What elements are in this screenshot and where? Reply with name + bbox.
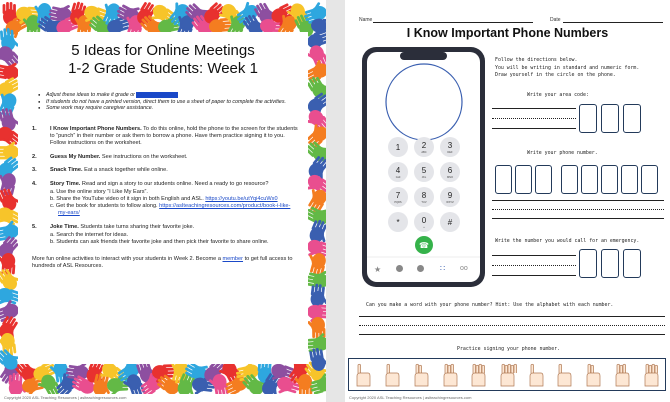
notes-list xyxy=(38,92,308,112)
idea-item: 5. Joke Time. Students take turns sharing their favorite joke. a. Search the internet for ideas. b. Students can ask friends their favorite joke and then pick their favorite to share online. xyxy=(32,223,269,245)
hand-print-icon xyxy=(309,283,326,308)
phone-graphic xyxy=(360,47,487,287)
hand-print-icon xyxy=(307,317,326,340)
ideas-list xyxy=(32,126,298,246)
keypad-digit: 0 xyxy=(421,216,427,225)
book-link[interactable]: https://asIteachingresources.com/product/book-i-like-my-ears/ xyxy=(58,203,291,216)
keypad-digit: # xyxy=(447,218,453,227)
writing-line xyxy=(492,108,576,109)
date-field: Date xyxy=(550,17,561,23)
note-item: ● Some work may require caregiver assistance. xyxy=(38,105,308,112)
lesson-plan-page xyxy=(0,0,326,402)
clock-icon xyxy=(396,265,403,272)
phone-illustration xyxy=(360,47,487,287)
writing-line xyxy=(492,255,576,256)
keypad-digit: 8 xyxy=(421,191,427,200)
worksheet-page xyxy=(345,0,670,402)
directions: Follow the directions below. You will be writing in standard and numeric form. Draw yourself in the circle on the phone. xyxy=(495,57,640,79)
writing-line xyxy=(359,316,665,317)
signing-prompt: Practice signing your phone number. xyxy=(457,346,561,352)
phone-number-box[interactable] xyxy=(561,165,578,194)
idea-item: 1. I Know Important Phone Numbers. To do this online, hold the phone to the screen for the students to “punch” in their number or ask them to borrow a phone. Have them practice signing it to you. Follow instructions on the worksheet. xyxy=(32,125,298,146)
writing-line xyxy=(492,128,576,129)
keypad-digit: 5 xyxy=(421,166,427,175)
date-line xyxy=(563,22,663,23)
writing-line xyxy=(492,118,576,119)
name-field: Name xyxy=(359,17,373,23)
keypad-letters: TUV xyxy=(421,201,427,204)
emergency-box[interactable] xyxy=(623,249,641,278)
area-code-box[interactable] xyxy=(601,104,619,133)
keypad-letters: MNO xyxy=(446,176,454,179)
asl-hand-sign-icon xyxy=(525,362,547,388)
phone-number-box[interactable] xyxy=(495,165,512,194)
writing-line xyxy=(492,265,576,266)
keypad-letters: ABC xyxy=(421,151,427,154)
asl-hand-sign-icon xyxy=(410,362,432,388)
writing-line xyxy=(359,334,665,335)
joke-sublist: a. Search the internet for ideas. b. Students can ask friends their favorite joke and then pick their favorite to share online. xyxy=(50,231,269,245)
keypad-letters: PQRS xyxy=(394,201,402,204)
more-activities-text: More fun online activities to interact with your students in Week 2. Become a member to get full access to hundreds of ASL Resources. xyxy=(32,255,293,269)
asl-hand-sign-icon xyxy=(640,362,662,388)
hand-print-icon xyxy=(305,332,326,352)
asl-hand-sign-icon xyxy=(611,362,633,388)
note-item: ● Adjust these ideas to make it grade or xxxxxxxxxxxxxxx xyxy=(38,92,308,99)
keypad-digit: 3 xyxy=(447,141,453,150)
keypad-digit: 4 xyxy=(395,166,401,175)
member-link[interactable]: member xyxy=(222,255,244,262)
phone-number-box[interactable] xyxy=(535,165,552,194)
keypad-letters: + xyxy=(423,226,425,229)
title-line-1: 5 Ideas for Online Meetings xyxy=(71,42,255,59)
phone-number-prompt: Write your phone number. xyxy=(527,150,598,156)
area-code-prompt: Write your area code: xyxy=(527,92,589,98)
keypad-digit: 9 xyxy=(447,191,453,200)
keypad-icon: ∷ xyxy=(440,264,446,273)
phone-number-box[interactable] xyxy=(515,165,532,194)
voicemail-icon: oo xyxy=(460,265,468,272)
asl-hand-sign-icon xyxy=(496,362,518,388)
word-prompt: Can you make a word with your phone number? Hint: Use the alphabet with each number. xyxy=(366,302,614,308)
phone-number-box[interactable] xyxy=(621,165,638,194)
asl-hand-sign-icon xyxy=(352,362,374,388)
emergency-prompt: Write the number you would call for an emergency. xyxy=(495,238,640,244)
writing-line xyxy=(359,325,665,326)
phone-icon: ☎ xyxy=(419,241,429,250)
story-sublist: a. Use the online story “I Like My Ears”. b. Share the YouTube video of it sign in both English and ASL. https://youtu.be/utYqi4cuWx0 c. Get the book for students to follow along. https://asIteachingresources.com/product/book-i-like-my-ears/ xyxy=(50,189,291,216)
writing-line xyxy=(492,218,664,219)
asl-hand-sign-icon xyxy=(467,362,489,388)
keypad-digit: 7 xyxy=(395,191,401,200)
idea-item: 4. Story Time. Read and sign a story to our students online. Need a ready to go resource? a. Use the online story “I Like My Ears”. b. Share the YouTube video of it sign in both English and ASL. https://youtu.be/utYqi4cuWx0 c. Get the book for students to follow along. https://asIteachingresources.com/product/book-i-like-my-ears/ xyxy=(32,181,298,217)
area-code-box[interactable] xyxy=(579,104,597,133)
asl-hand-sign-icon xyxy=(582,362,604,388)
keypad-letters: JKL xyxy=(421,176,427,179)
asl-hand-sign-icon xyxy=(439,362,461,388)
keypad-digit: 6 xyxy=(447,166,453,175)
note-item: ● If students do not have a printed version, direct them to use a sheet of paper to complete the activities. xyxy=(38,99,308,106)
keypad-digit: 1 xyxy=(395,143,401,152)
worksheet-title: I Know Important Phone Numbers xyxy=(406,26,609,40)
contacts-icon xyxy=(417,265,424,272)
idea-item: 3. Snack Time. Eat a snack together while online. xyxy=(32,167,168,174)
copyright-footer: Copyright 2020 ASL Teaching Resources | aslteachingresources.com xyxy=(4,395,127,400)
keypad-letters: GHI xyxy=(395,176,401,179)
writing-line xyxy=(492,275,576,276)
phone-number-box[interactable] xyxy=(601,165,618,194)
lesson-plan-card xyxy=(18,32,308,364)
keypad-digit: 2 xyxy=(421,141,427,150)
emergency-box[interactable] xyxy=(579,249,597,278)
asl-number-signs xyxy=(348,358,666,391)
asl-hand-sign-icon xyxy=(553,362,575,388)
writing-line xyxy=(492,209,664,210)
writing-line xyxy=(492,200,664,201)
phone-number-box[interactable] xyxy=(641,165,658,194)
name-line xyxy=(373,22,533,23)
copyright-footer: Copyright 2020 ASL Teaching Resources | aslteachingresources.com xyxy=(349,395,472,400)
emergency-box[interactable] xyxy=(601,249,619,278)
title-line-2: 1-2 Grade Students: Week 1 xyxy=(68,60,258,77)
keypad-letters: DEF xyxy=(447,151,453,154)
keypad-digit: * xyxy=(396,218,400,227)
star-icon: ★ xyxy=(374,265,382,274)
area-code-box[interactable] xyxy=(623,104,641,133)
page-title xyxy=(18,42,308,78)
idea-item: 2. Guess My Number. See instructions on the worksheet. xyxy=(32,153,188,160)
keypad-letters: WXYZ xyxy=(446,201,454,204)
youtube-link[interactable]: https://youtu.be/utYqi4cuWx0 xyxy=(205,196,278,203)
phone-number-box[interactable] xyxy=(581,165,598,194)
highlighted-text: xxxxxxxxxxxxxxx xyxy=(137,92,178,98)
asl-hand-sign-icon xyxy=(381,362,403,388)
